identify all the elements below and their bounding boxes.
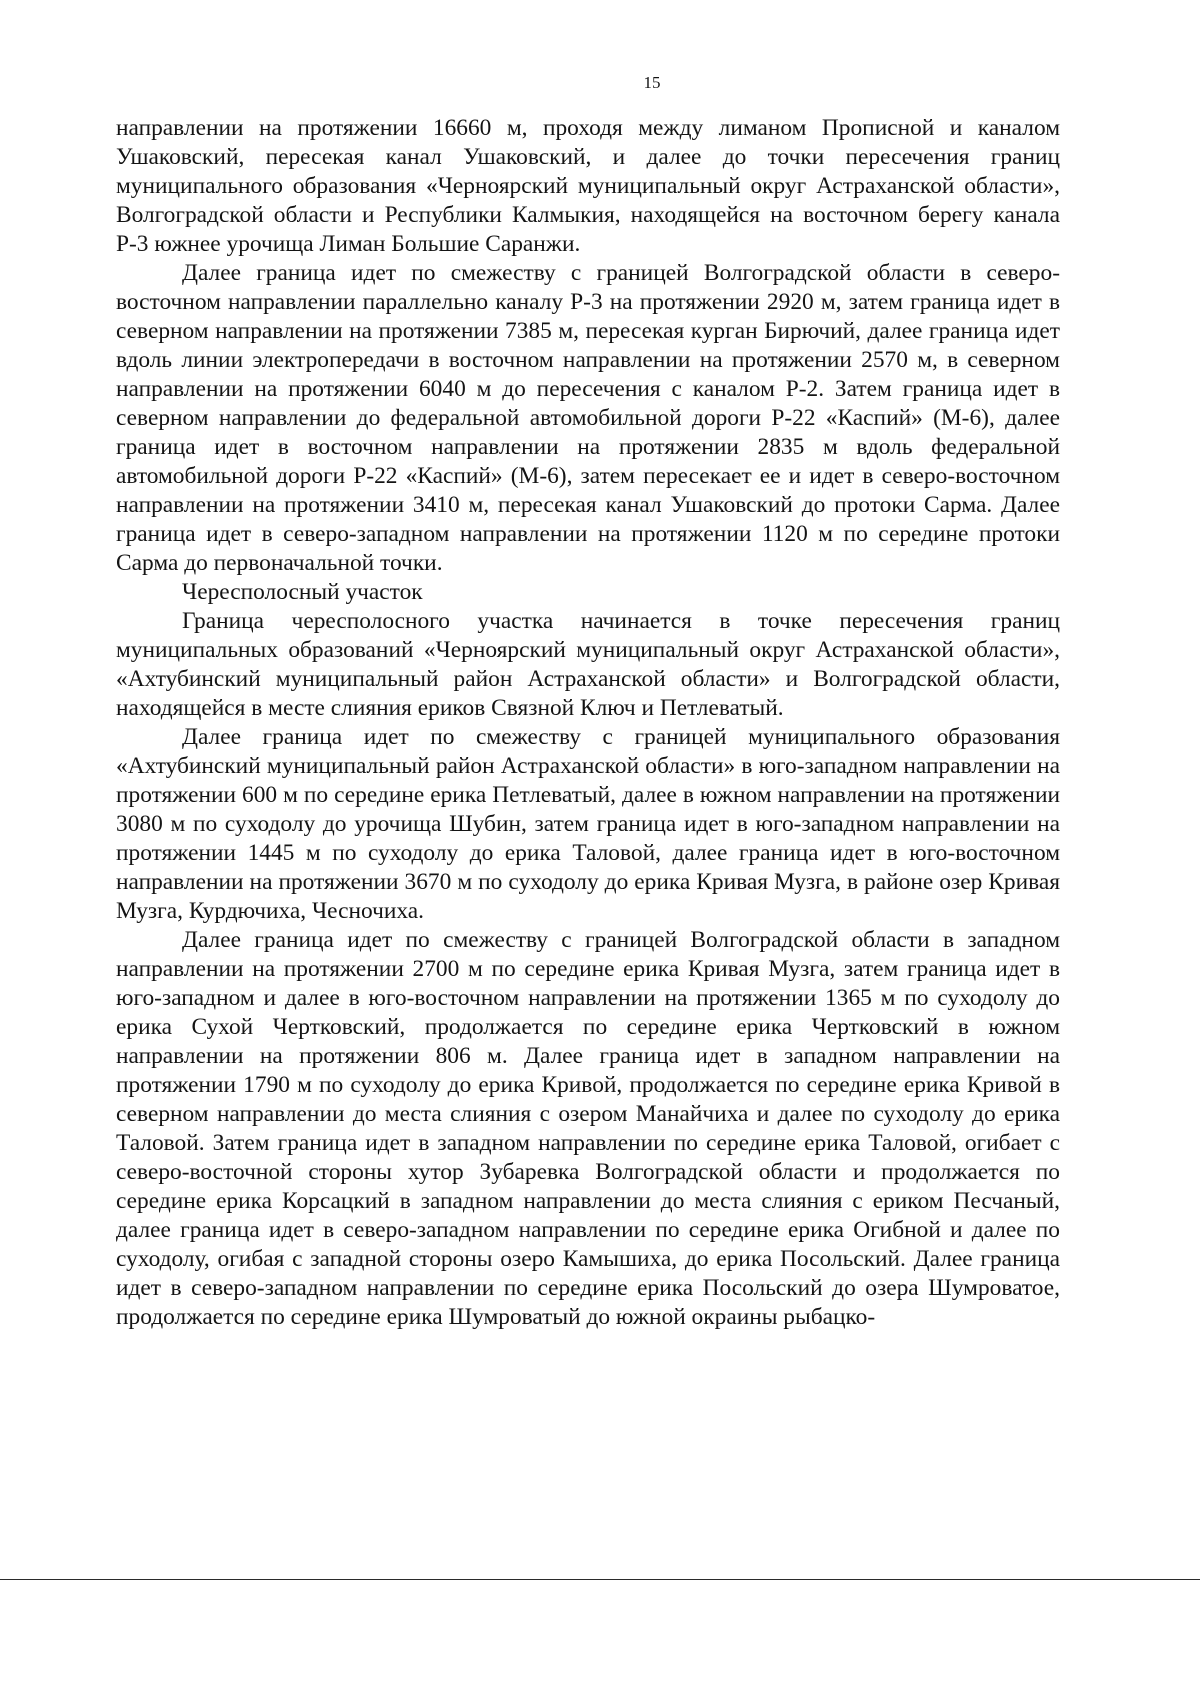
paragraph: Далее граница идет по смежеству с границей муниципального образования «Ахтубинский муниципальный район Астраханской области» в юго-западном направлении на протяжении 600 м по середине ерика Петлеватый, далее в южном направлении на протяжении 3080 м по суходолу до урочища Шубин, затем граница идет в юго-западном направлении на протяжении 1445 м по суходолу до ерика Таловой, далее граница идет в юго-восточном направлении на протяжении 3670 м по суходолу до ерика Кривая Музга, в районе озер Кривая Музга, Курдючиха, Чесночиха. (116, 724, 1060, 924)
paragraph: Далее граница идет по смежеству с границей Волгоградской области в северо-восточном направлении параллельно каналу Р-3 на протяжении 2920 м, затем граница идет в северном направлении на протяжении 7385 м, пересекая курган Бирючий, далее граница идет вдоль линии электропередачи в восточном направлении на протяжении 2570 м, в северном направлении на протяжении 6040 м до пересечения с каналом Р-2. Затем граница идет в северном направлении до федеральной автомобильной дороги Р-22 «Каспий» (М-6), далее граница идет в восточном направлении на протяжении 2835 м вдоль федеральной автомобильной дороги Р-22 «Каспий» (М-6), затем пересекает ее и идет в северо-восточном направлении на протяжении 3410 м, пересекая канал Ушаковский до протоки Сарма. Далее граница идет в северо-западном направлении на протяжении 1120 м по середине протоки Сарма до первоначальной точки. (116, 260, 1060, 576)
footer-rule (0, 1579, 1200, 1580)
paragraph: Далее граница идет по смежеству с границей Волгоградской области в западном направлении на протяжении 2700 м по середине ерика Кривая Музга, затем граница идет в юго-западном и далее в юго-восточном направлении на протяжении 1365 м по суходолу до ерика Сухой Чертковский, продолжается по середине ерика Чертковский в южном направлении на протяжении 806 м. Далее граница идет в западном направлении на протяжении 1790 м по суходолу до ерика Кривой, продолжается по середине ерика Кривой в северном направлении до места слияния с озером Манайчиха и далее по суходолу до ерика Таловой. Затем граница идет в западном направлении по середине ерика Таловой, огибает с северо-восточной стороны хутор Зубаревка Волгоградской области и продолжается по середине ерика Корсацкий в западном направлении до места слияния с ериком Песчаный, далее граница идет в северо-западном направлении по середине ерика Огибной и далее по суходолу, огибая с западной стороны озеро Камышиха, до ерика Посольский. Далее граница идет в северо-западном направлении по середине ерика Посольский до озера Шумроватое, продолжается по середине ерика Шумроватый до южной окраины рыбацко- (116, 927, 1060, 1330)
page-number: 15 (643, 73, 661, 92)
section-heading: Чересполосный участок (182, 579, 423, 605)
document-body (116, 114, 1060, 1332)
paragraph-continuation: направлении на протяжении 16660 м, проходя между лиманом Прописной и каналом Ушаковский, пересекая канал Ушаковский, и далее до точки пересечения границ муниципального образования «Черноярский муниципальный округ Астраханской области», Волгоградской области и Республики Калмыкия, находящейся на восточном берегу канала Р-3 южнее урочища Лиман Большие Саранжи. (116, 115, 1060, 257)
paragraph: Граница чересполосного участка начинается в точке пересечения границ муниципальных образований «Черноярский муниципальный округ Астраханской области», «Ахтубинский муниципальный район Астраханской области» и Волгоградской области, находящейся в месте слияния ериков Связной Ключ и Петлеватый. (116, 608, 1060, 721)
